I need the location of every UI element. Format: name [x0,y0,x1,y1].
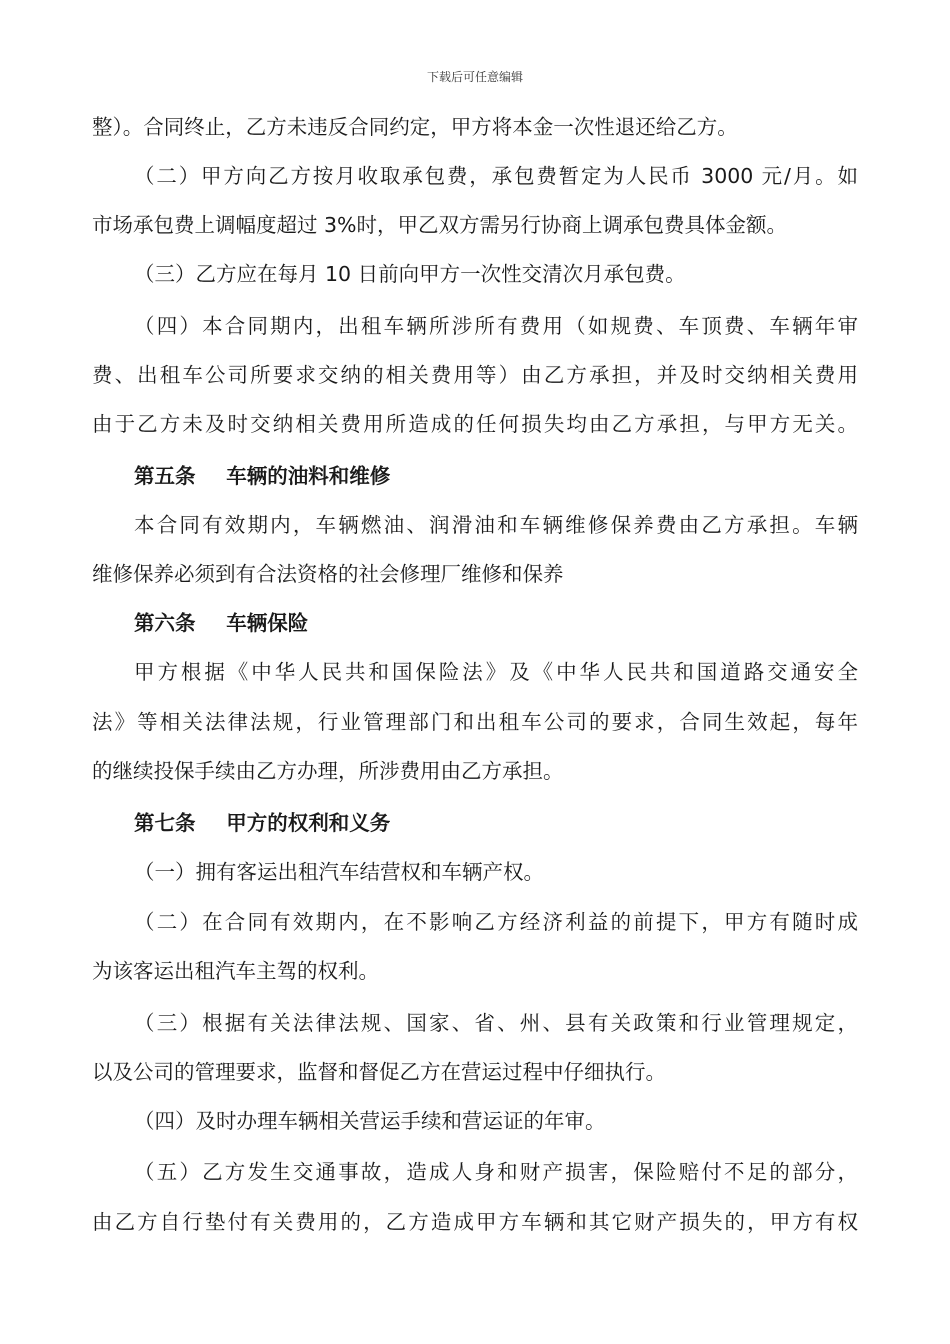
section-number: 第七条 [134,811,196,835]
text-line: （五）乙方发生交通事故，造成人身和财产损害，保险赔付不足的部分， [134,1160,858,1184]
text-line: （四）及时办理车辆相关营运手续和营运证的年审。 [134,1109,606,1133]
section-heading [134,807,858,839]
text-line: 以及公司的管理要求，监督和督促乙方在营运过程中仔细执行。 [92,1060,666,1084]
text-line: （二）甲方向乙方按月收取承包费，承包费暂定为人民币 3000 元/月。如 [134,164,858,188]
text-line: （一）拥有客运出租汽车结营权和车辆产权。 [134,860,544,884]
section-title: 甲方的权利和义务 [226,811,391,835]
text-line: 维修保养必须到有合法资格的社会修理厂维修和保养 [92,562,564,586]
text-line: 为该客运出租汽车主驾的权利。 [92,959,379,983]
text-line: 由于乙方未及时交纳相关费用所造成的任何损失均由乙方承担，与甲方无关。 [92,412,858,436]
section-heading [134,460,858,492]
text-line: （四）本合同期内，出租车辆所涉所有费用（如规费、车顶费、车辆年审 [134,314,858,338]
text-line: 市场承包费上调幅度超过 3%时，甲乙双方需另行协商上调承包费具体金额。 [92,213,788,237]
text-line: 整）。合同终止，乙方未违反合同约定，甲方将本金一次性退还给乙方。 [92,115,738,139]
text-line: （三）乙方应在每月 10 日前向甲方一次性交清次月承包费。 [134,262,686,286]
text-line: （二）在合同有效期内，在不影响乙方经济利益的前提下，甲方有随时成 [134,910,858,934]
text-line: 甲方根据《中华人民共和国保险法》及《中华人民共和国道路交通安全 [134,660,858,684]
section-title: 车辆的油料和维修 [226,464,391,488]
text-line: 费、出租车公司所要求交纳的相关费用等）由乙方承担，并及时交纳相关费用 [92,363,858,387]
section-number: 第五条 [134,464,196,488]
section-number: 第六条 [134,611,196,635]
section-heading [134,607,858,639]
section-title: 车辆保险 [226,611,309,635]
text-line: 法》等相关法律法规，行业管理部门和出租车公司的要求，合同生效起，每年 [92,710,858,734]
text-line: （三）根据有关法律法规、国家、省、州、县有关政策和行业管理规定， [134,1011,858,1035]
page-header: 下载后可任意编辑 [426,70,523,84]
text-line: 本合同有效期内，车辆燃油、润滑油和车辆维修保养费由乙方承担。车辆 [134,513,858,537]
text-line: 由乙方自行垫付有关费用的，乙方造成甲方车辆和其它财产损失的，甲方有权 [92,1210,858,1234]
text-line: 的继续投保手续由乙方办理，所涉费用由乙方承担。 [92,759,564,783]
